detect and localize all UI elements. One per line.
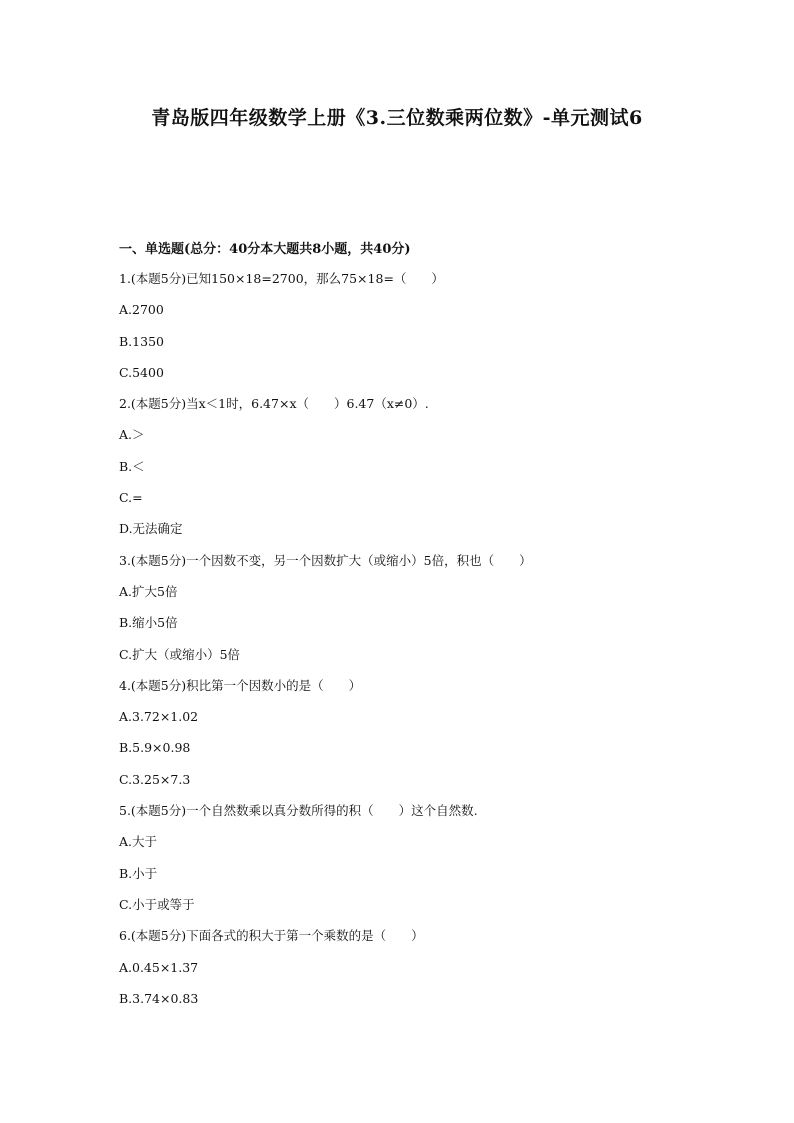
question-option: B.小于 — [119, 865, 158, 881]
question-option: B.3.74×0.83 — [119, 990, 199, 1006]
question-option: C.小于或等于 — [119, 896, 195, 912]
question-option: A.0.45×1.37 — [119, 959, 199, 975]
question-option: B.缩小5倍 — [119, 615, 178, 631]
page-title: 青岛版四年级数学上册《3.三位数乘两位数》-单元测试6 — [151, 107, 643, 129]
question-option: A.＞ — [119, 427, 145, 443]
question-option: D.无法确定 — [119, 521, 183, 537]
question-option: C.扩大（或缩小）5倍 — [119, 646, 241, 662]
question-option: A.扩大5倍 — [119, 583, 178, 599]
question-option: B.1350 — [119, 333, 164, 349]
question-stem: 5.(本题5分)一个自然数乘以真分数所得的积（ ）这个自然数. — [119, 803, 478, 819]
question-stem: 6.(本题5分)下面各式的积大于第一个乘数的是（ ） — [119, 928, 424, 944]
question-stem: 2.(本题5分)当x＜1时，6.47×x（ ）6.47（x≠0）. — [119, 396, 429, 412]
question-option: C.5400 — [119, 364, 164, 380]
question-list — [119, 270, 719, 1021]
question-option: B.5.9×0.98 — [119, 740, 191, 756]
question-option: A.2700 — [119, 302, 164, 318]
question-stem: 4.(本题5分)积比第一个因数小的是（ ） — [119, 677, 362, 693]
question-option: A.3.72×1.02 — [119, 709, 199, 725]
question-option: B.＜ — [119, 458, 145, 474]
section-heading: 一、单选题(总分：40分本大题共8小题，共40分) — [119, 242, 411, 257]
question-option: C.3.25×7.3 — [119, 771, 191, 787]
question-option: C.= — [119, 490, 143, 506]
question-option: A.大于 — [119, 834, 158, 850]
question-stem: 1.(本题5分)已知150×18=2700，那么75×18=（ ） — [119, 271, 444, 286]
question-stem: 3.(本题5分)一个因数不变，另一个因数扩大（或缩小）5倍，积也（ ） — [119, 552, 532, 568]
